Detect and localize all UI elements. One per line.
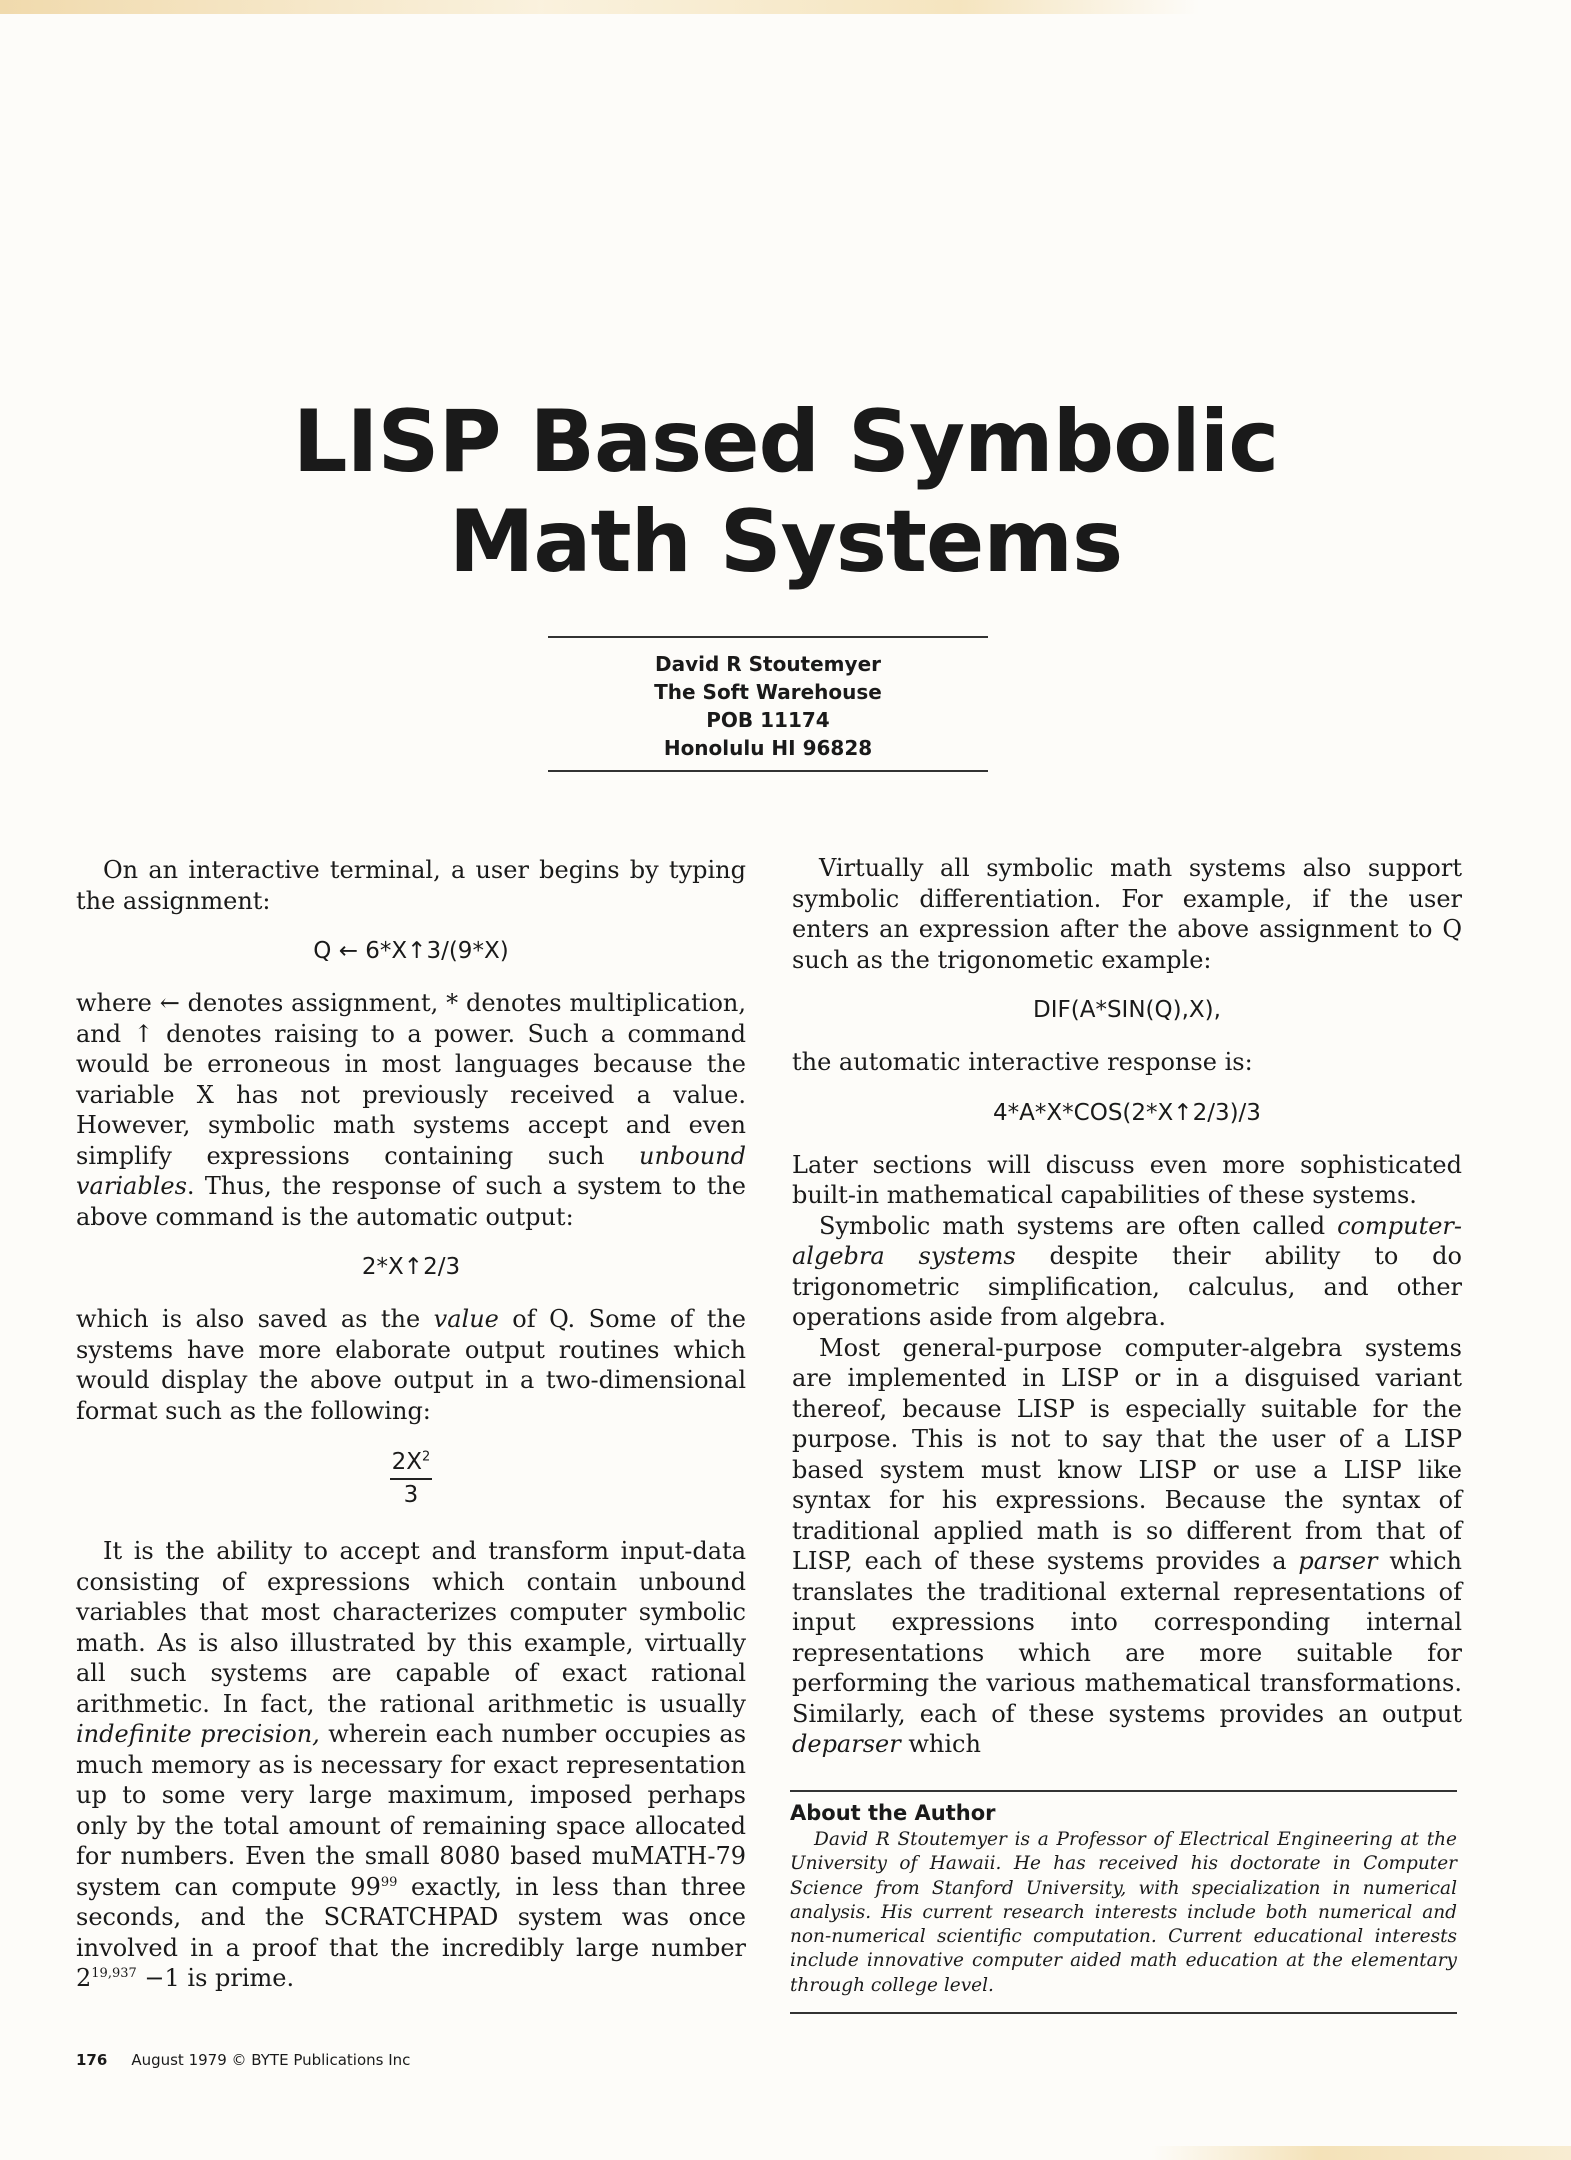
page-number: 176 <box>76 2051 108 2069</box>
left-equation-1: Q ← 6*X↑3/(9*X) <box>313 938 509 964</box>
left-equation-2: 2*X↑2/3 <box>361 1254 461 1280</box>
about-author-box <box>790 1790 1457 2014</box>
right-paragraph-3: Later sections will discuss even more sophisticated built-in mathematical capabilities of these systems. <box>792 1150 1462 1209</box>
fraction-display <box>390 1448 433 1510</box>
left-paragraph-2: where ← denotes assignment, * denotes multiplication, and ↑ denotes raising to a power. Such a command would be erroneous in most languages because the variable X has not previously received a value. However, symbolic math systems accept and even simplify expressions containing such unbound variables. Thus, the response of such a system to the above command is the automatic output: <box>76 989 746 1231</box>
about-author-heading: About the Author <box>790 1801 996 1825</box>
left-column <box>76 855 746 1994</box>
title-line-1: LISP Based Symbolic <box>292 392 1279 492</box>
page-footer <box>76 2050 410 2070</box>
left-paragraph-3: which is also saved as the value of Q. Some of the systems have more elaborate output routines which would display the above output in a two-dimensional format such as the following: <box>76 1305 746 1425</box>
article-title <box>0 392 1571 592</box>
page-stain-bottom <box>1151 2146 1571 2160</box>
right-paragraph-4: Symbolic math systems are often called computer-algebra systems despite their ability to do trigonometric simplification, calculus, and other operations aside from algebra. <box>792 1211 1462 1331</box>
fraction-numerator: $2X^2$ <box>390 1448 433 1480</box>
author-name: David R Stoutemyer <box>654 652 881 676</box>
fraction-denominator: 3 <box>403 1482 419 1508</box>
right-equation-1: DIF(A*SIN(Q),X), <box>1033 997 1221 1023</box>
author-pob: POB 11174 <box>706 708 830 732</box>
right-paragraph-2: the automatic interactive response is: <box>792 1048 1253 1076</box>
right-paragraph-1: Virtually all symbolic math systems also support symbolic differentiation. For example, if the user enters an expression after the above assignment to Q such as the trigonometic example: <box>792 854 1462 974</box>
author-org: The Soft Warehouse <box>654 680 882 704</box>
left-paragraph-1: On an interactive terminal, a user begins by typing the assignment: <box>76 856 746 915</box>
about-author-text: David R Stoutemyer is a Professor of Electrical Engineering at the University of Hawaii. He has received his doctorate in Computer Science from Stanford University, with specialization in numerical analysis. His current research interests include both numerical and non-numerical scientific computation. Current educational interests include innovative computer aided math education at the elementary through college level. <box>790 1829 1457 1996</box>
author-city: Honolulu HI 96828 <box>663 736 873 760</box>
right-equation-2: 4*A*X*COS(2*X↑2/3)/3 <box>993 1099 1261 1126</box>
page-stain-top <box>0 0 1200 14</box>
left-paragraph-4: It is the ability to accept and transform input-data consisting of expressions which contain unbound variables that most characterizes computer symbolic math. As is also illustrated by this example, virtually all such systems are capable of exact rational arithmetic. In fact, the rational arithmetic is usually indefinite precision, wherein each number occupies as much memory as is necessary for exact representation up to some very large maximum, imposed perhaps only by the total amount of remaining space allocated for numbers. Even the small 8080 based muMATH-79 system can compute $99^{99}$ exactly, in less than three seconds, and the SCRATCHPAD system was once involved in a proof that the incredibly large number $2^{19,937} -1$ is prime. <box>76 1537 747 1992</box>
right-column <box>792 853 1462 1760</box>
author-block <box>548 636 988 772</box>
title-line-2: Math Systems <box>448 492 1123 592</box>
footer-credit: August 1979 © BYTE Publications Inc <box>131 2051 411 2069</box>
right-paragraph-5: Most general-purpose computer-algebra systems are implemented in LISP or in a disguised variant thereof, because LISP is especially suitable for the purpose. This is not to say that the user of a LISP based system must know LISP or use a LISP like syntax for his expressions. Because the syntax of traditional applied math is so different from that of LISP, each of these systems provides a parser which translates the traditional external representations of input expressions into corresponding internal representations which are more suitable for performing the various mathematical transformations. Similarly, each of these systems provides an output deparser which <box>792 1333 1462 1758</box>
